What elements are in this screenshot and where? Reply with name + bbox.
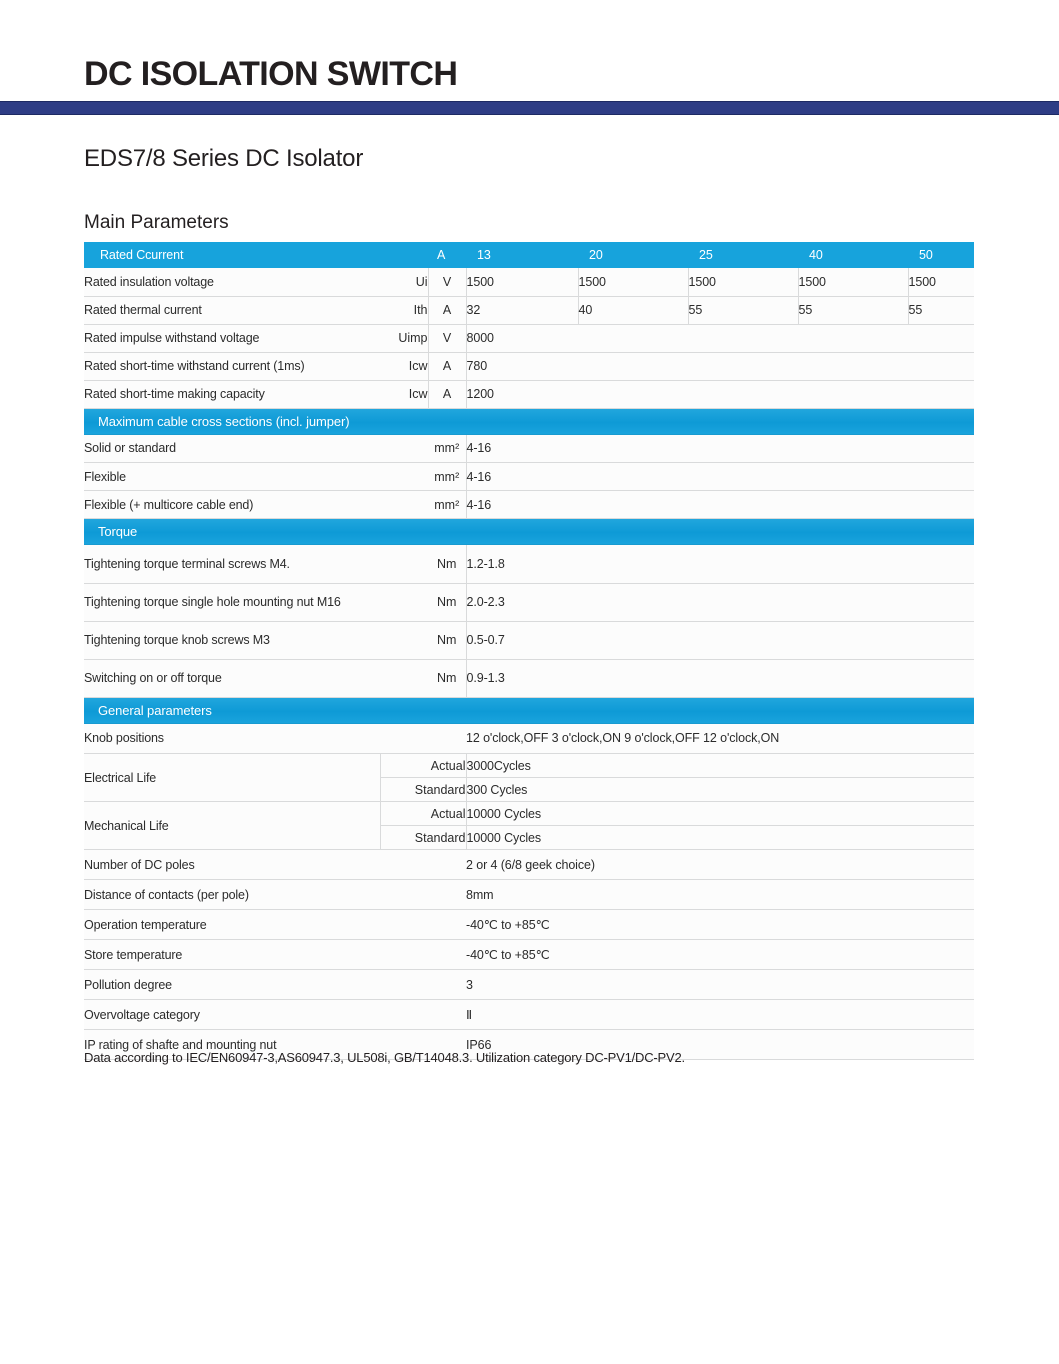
- table-row: [84, 659, 974, 697]
- row-label: Rated thermal current: [84, 296, 380, 324]
- table-row: [84, 324, 974, 352]
- row-value: 1200: [466, 380, 974, 408]
- row-symbol: Ith: [380, 296, 428, 324]
- page-title: DC ISOLATION SWITCH: [84, 55, 458, 93]
- table-row: [84, 910, 974, 940]
- specifications-table: [84, 242, 974, 1060]
- table-row: [84, 435, 974, 463]
- rating-value-13: 13: [466, 242, 578, 268]
- row-value: 55: [908, 296, 974, 324]
- row-label: IP rating of shafte and mounting nut: [84, 1030, 466, 1060]
- row-value: -40℃ to +85℃: [466, 940, 974, 970]
- row-symbol: Icw: [380, 352, 428, 380]
- row-value: 1500: [578, 268, 688, 296]
- table-row: [84, 880, 974, 910]
- sub-label: Standard: [380, 778, 466, 802]
- rated-current-unit-cell: [428, 242, 466, 268]
- row-value: 40: [578, 296, 688, 324]
- table-row: [84, 802, 974, 826]
- table-row: [84, 724, 974, 754]
- row-value: 3: [466, 970, 974, 1000]
- row-unit: mm²: [428, 463, 466, 491]
- row-label: Number of DC poles: [84, 850, 466, 880]
- section-heading: Main Parameters: [84, 212, 229, 233]
- row-value: 0.9-1.3: [466, 659, 974, 697]
- row-unit: A: [428, 380, 466, 408]
- row-unit: mm²: [428, 491, 466, 519]
- torque-section-title: Torque: [84, 519, 974, 545]
- rated-current-label-cell: [84, 242, 428, 268]
- footnote: Data according to IEC/EN60947-3,AS60947.3, UL508i, GB/T14048.3. Utilization category DC-PV1/DC-PV2.: [84, 1050, 685, 1065]
- rating-value-50: 50: [908, 242, 974, 268]
- row-value: 0.5-0.7: [466, 621, 974, 659]
- table-row: [84, 1000, 974, 1030]
- row-unit: Nm: [428, 621, 466, 659]
- sub-label: Actual: [380, 802, 466, 826]
- row-unit: mm²: [428, 435, 466, 463]
- rating-cell-20: [578, 242, 688, 268]
- row-value: 1500: [798, 268, 908, 296]
- table-row: [84, 268, 974, 296]
- rating-value-20: 20: [578, 242, 688, 268]
- row-label: Store temperature: [84, 940, 466, 970]
- row-value: 8000: [466, 324, 974, 352]
- row-unit: Nm: [428, 659, 466, 697]
- rating-cell-13: [466, 242, 578, 268]
- row-value: -40℃ to +85℃: [466, 910, 974, 940]
- row-unit: Nm: [428, 583, 466, 621]
- sub-label: Standard: [380, 826, 466, 850]
- row-value: 300 Cycles: [466, 778, 974, 802]
- table-row: [84, 940, 974, 970]
- table-row: [84, 545, 974, 583]
- table-row: [84, 850, 974, 880]
- table-row: [84, 621, 974, 659]
- rated-current-label: Rated Ccurrent: [84, 242, 428, 268]
- row-value: 2 or 4 (6/8 geek choice): [466, 850, 974, 880]
- table-row: [84, 463, 974, 491]
- table-row: [84, 970, 974, 1000]
- row-label: Tightening torque single hole mounting nut M16: [84, 583, 428, 621]
- rated-current-header-row: [84, 242, 974, 268]
- row-unit: V: [428, 268, 466, 296]
- row-value: 55: [688, 296, 798, 324]
- row-value: 55: [798, 296, 908, 324]
- section-bar-row: [84, 519, 974, 546]
- cable-section-bar-cell: [84, 408, 974, 435]
- table-row: [84, 352, 974, 380]
- row-value: 3000Cycles: [466, 754, 974, 778]
- row-label: Solid or standard: [84, 435, 428, 463]
- row-value: 4-16: [466, 463, 974, 491]
- row-value: 4-16: [466, 435, 974, 463]
- row-unit: Nm: [428, 545, 466, 583]
- row-value: IP66: [466, 1030, 974, 1060]
- row-label: Flexible: [84, 463, 428, 491]
- row-label: Distance of contacts (per pole): [84, 880, 466, 910]
- cable-section-title: Maximum cable cross sections (incl. jumper): [84, 409, 974, 435]
- general-section-title: General parameters: [84, 698, 974, 724]
- row-symbol: Ui: [380, 268, 428, 296]
- row-symbol: Uimp: [380, 324, 428, 352]
- masthead-rule: [0, 101, 1059, 115]
- series-title: EDS7/8 Series DC Isolator: [84, 145, 364, 172]
- table-row: [84, 491, 974, 519]
- row-unit: A: [428, 352, 466, 380]
- row-label: Electrical Life: [84, 754, 380, 802]
- spec-grid: [84, 242, 974, 1060]
- row-value: 1500: [466, 268, 578, 296]
- row-unit: V: [428, 324, 466, 352]
- row-label: Tightening torque knob screws M3: [84, 621, 428, 659]
- row-value: 10000 Cycles: [466, 802, 974, 826]
- row-value: 780: [466, 352, 974, 380]
- general-section-bar-cell: [84, 697, 974, 724]
- row-value: 4-16: [466, 491, 974, 519]
- row-value: Ⅱ: [466, 1000, 974, 1030]
- row-label: Rated impulse withstand voltage: [84, 324, 380, 352]
- sub-label: Actual: [380, 754, 466, 778]
- section-bar-row: [84, 697, 974, 724]
- row-label: Rated short-time withstand current (1ms): [84, 352, 380, 380]
- row-value: 2.0-2.3: [466, 583, 974, 621]
- row-label: Tightening torque terminal screws M4.: [84, 545, 428, 583]
- rating-value-25: 25: [688, 242, 798, 268]
- table-row: [84, 583, 974, 621]
- row-value: 1500: [688, 268, 798, 296]
- row-label: Rated insulation voltage: [84, 268, 380, 296]
- row-value: 1500: [908, 268, 974, 296]
- row-value: 10000 Cycles: [466, 826, 974, 850]
- row-value: 1.2-1.8: [466, 545, 974, 583]
- row-value: 8mm: [466, 880, 974, 910]
- row-unit: A: [428, 296, 466, 324]
- row-label: Knob positions: [84, 724, 466, 754]
- section-bar-row: [84, 408, 974, 435]
- row-label: Overvoltage category: [84, 1000, 466, 1030]
- row-label: Mechanical Life: [84, 802, 380, 850]
- table-row: [84, 296, 974, 324]
- torque-section-bar-cell: [84, 519, 974, 546]
- row-label: Operation temperature: [84, 910, 466, 940]
- row-label: Rated short-time making capacity: [84, 380, 380, 408]
- rating-value-40: 40: [798, 242, 908, 268]
- row-label: Flexible (+ multicore cable end): [84, 491, 428, 519]
- table-row: [84, 754, 974, 778]
- rating-cell-40: [798, 242, 908, 268]
- row-symbol: Icw: [380, 380, 428, 408]
- rating-cell-25: [688, 242, 798, 268]
- row-label: Pollution degree: [84, 970, 466, 1000]
- row-label: Switching on or off torque: [84, 659, 428, 697]
- rating-cell-50: [908, 242, 974, 268]
- table-row: [84, 380, 974, 408]
- row-value: 32: [466, 296, 578, 324]
- row-value: 12 o'clock,OFF 3 o'clock,ON 9 o'clock,OFF 12 o'clock,ON: [466, 724, 974, 754]
- rated-current-unit: A: [428, 242, 466, 268]
